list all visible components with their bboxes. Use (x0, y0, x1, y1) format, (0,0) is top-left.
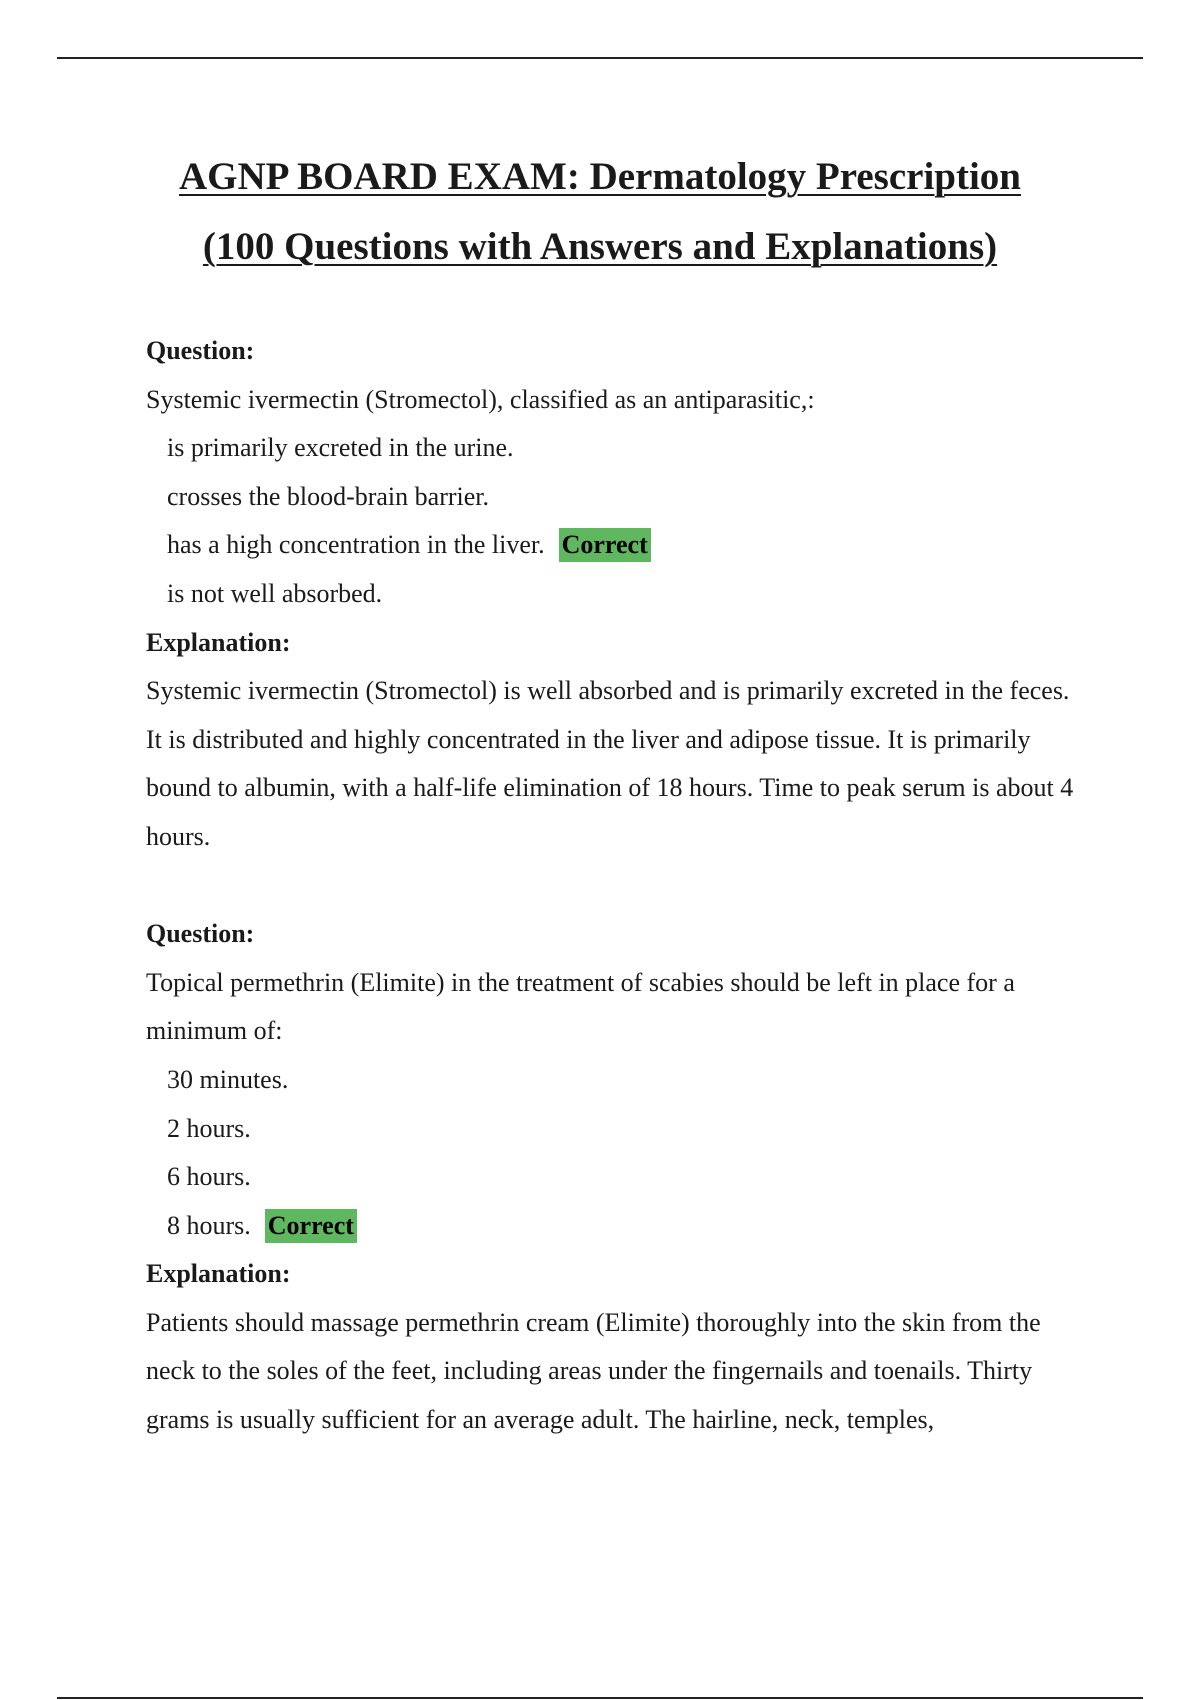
title-line-1: AGNP BOARD EXAM: Dermatology Prescription (179, 155, 1021, 198)
bottom-rule (57, 1697, 1143, 1699)
question-list (146, 327, 1091, 1445)
explanation-text: Systemic ivermectin (Stromectol) is well absorbed and is primarily excreted in the feces. It is distributed and highly concentrated in the liver and adipose tissue. It is primarily bound to albumin, with a half-life elimination of 18 hours. Time to peak serum is about 4 hours. (146, 676, 1074, 851)
explanation-text: Patients should massage permethrin cream (Elimite) thoroughly into the skin from the neck to the soles of the feet, including areas under the fingernails and toenails. Thirty grams is usually sufficient for an average adult. The hairline, neck, temples, (146, 1307, 1041, 1435)
answer-option-text: 30 minutes. (167, 1064, 289, 1094)
answer-option (146, 570, 1091, 619)
answer-option-text: is primarily excreted in the urine. (167, 433, 514, 463)
answer-option (146, 473, 1091, 522)
answer-option-text: 2 hours. (167, 1113, 251, 1143)
question-label: Question: (146, 919, 255, 949)
question-block-1 (146, 327, 1091, 862)
answer-option (146, 1105, 1091, 1154)
answer-option-text: has a high concentration in the liver. (167, 530, 545, 560)
answer-option-correct (146, 521, 1091, 570)
answer-option (146, 1153, 1091, 1202)
answer-option-text: crosses the blood-brain barrier. (167, 481, 490, 511)
answer-option (146, 1056, 1091, 1105)
question-label: Question: (146, 336, 255, 365)
correct-badge: Correct (559, 528, 651, 562)
top-rule (57, 57, 1143, 59)
explanation-label: Explanation: (146, 627, 291, 657)
answer-option-text: 8 hours. (167, 1210, 251, 1240)
answer-option (146, 424, 1091, 473)
question-stem: Topical permethrin (Elimite) in the treatment of scabies should be left in place for a minimum of: (146, 967, 1015, 1046)
answer-option-text: is not well absorbed. (167, 578, 383, 608)
correct-badge: Correct (265, 1209, 357, 1243)
question-block-2 (146, 910, 1091, 1445)
answer-option-text: 6 hours. (167, 1162, 251, 1192)
question-stem: Systemic ivermectin (Stromectol), classified as an antiparasitic,: (146, 384, 815, 414)
answer-option-correct (146, 1202, 1091, 1251)
document-title (0, 142, 1200, 282)
title-line-2: (100 Questions with Answers and Explanations) (202, 225, 998, 268)
explanation-label: Explanation: (146, 1259, 291, 1289)
